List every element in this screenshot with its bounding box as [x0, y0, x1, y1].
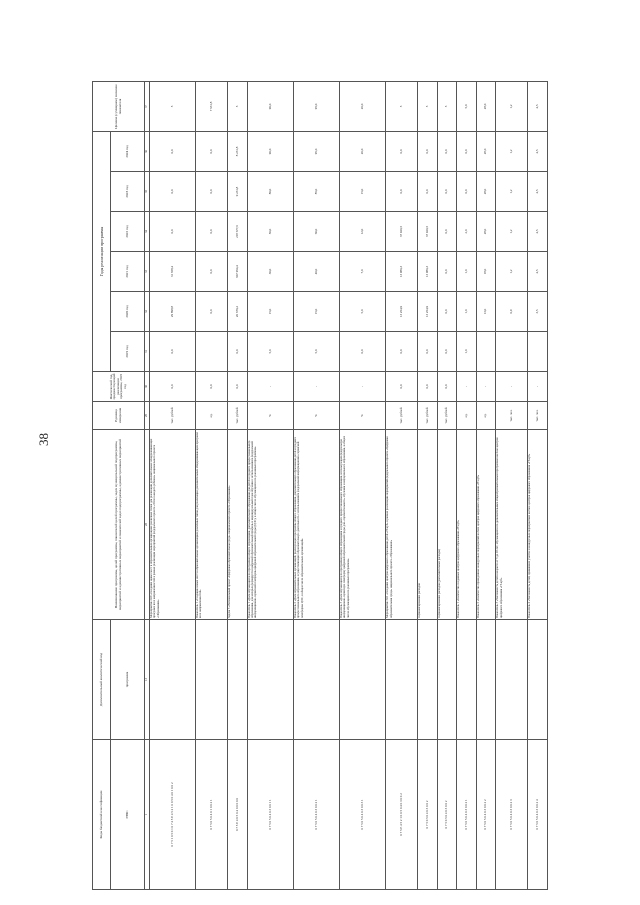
budget-codes-cell: 0 7 5 0 5 0 4 0 3 0 0 2 3	[496, 740, 528, 890]
budget-codes-cell: 0 7 5 0 5 0 4 0 3 0 0 2 2	[476, 740, 495, 890]
row-year-value: 0,0	[196, 212, 228, 252]
index-cell: 37	[145, 81, 150, 131]
row-year-value: 15,0	[340, 172, 386, 212]
row-year-value	[528, 332, 548, 372]
row-unit: %	[340, 402, 386, 430]
budget-codes-cell: 0 7 5 0 5 0 4 0 3 0 0 2 4	[528, 740, 548, 890]
row-year-value: 4,5	[528, 131, 548, 171]
program-table-sheet	[92, 82, 548, 890]
index-cell: 13	[145, 620, 150, 740]
row-year-value: 95,0	[293, 131, 339, 171]
row-year-value: 37 920,5	[386, 212, 418, 252]
analytic-codes-cell	[418, 620, 437, 740]
row-fact: -	[293, 372, 339, 402]
row-year-value: 1,0	[457, 332, 476, 372]
budget-codes-cell: 0 7 5 0 5 0 4 0 3 0 0 3 1	[340, 740, 386, 890]
budget-codes-cell: 0 7 5 1 0 5 0 1 0 7 4 5 E 4 5 2 1 0 0 5 0 4 0 1 0 0 2	[150, 740, 196, 890]
row-unit: ед.	[476, 402, 495, 430]
row-year-value: 2,0	[457, 212, 476, 252]
row-year-value: 0,0	[150, 172, 196, 212]
analytic-codes-cell	[228, 620, 247, 740]
budget-codes-cell: 0 7 5 0 5 0 4 0 3 0 0 1 1	[247, 740, 293, 890]
row-unit: ед.	[457, 402, 476, 430]
table-row	[340, 81, 386, 889]
row-year-value: 90,0	[247, 131, 293, 171]
row-year-value: 0,0	[150, 131, 196, 171]
row-year-value: 13,0	[476, 292, 495, 332]
row-description: Мероприятие 3.01 «Создание центров цифрового образования детей «IT-куб» в рамках реализации мероприятий федерального проекта «Цифровая образовательная среда» национального проекта «Образование»	[386, 430, 418, 620]
row-year-value: 1,2	[496, 212, 528, 252]
row-target: 5	[150, 81, 196, 131]
row-fact: 0,0	[228, 372, 247, 402]
row-year-value: 29 898,8	[150, 292, 196, 332]
row-year-value	[496, 332, 528, 372]
row-year-value: 13 264,9	[418, 292, 437, 332]
header-analytic-sub: программа	[111, 620, 145, 740]
row-year-value: 0,0	[437, 212, 456, 252]
row-year-value: 13 264,9	[386, 292, 418, 332]
row-fact: 0,0	[150, 372, 196, 402]
row-target: 28,0	[476, 81, 495, 131]
row-unit: %	[293, 402, 339, 430]
row-year-value: 0,0	[437, 332, 456, 372]
row-year-value: 0,0	[150, 332, 196, 372]
row-year-value	[476, 332, 495, 372]
header-year-2024: 2024 год	[111, 131, 145, 171]
index-cell: 32	[145, 292, 150, 332]
budget-codes-cell: 0 7 5 0 5 0 4 0 1 0 0 2 1	[196, 740, 228, 890]
row-year-value: 85,0	[293, 172, 339, 212]
index-cell: 31	[145, 332, 150, 372]
row-year-value: 4,5	[528, 252, 548, 292]
index-cell: 28	[145, 430, 150, 620]
table-row	[196, 81, 228, 889]
analytic-codes-cell	[196, 620, 228, 740]
row-year-value: 0,0	[196, 172, 228, 212]
analytic-codes-cell	[437, 620, 456, 740]
row-year-value: 1,2	[496, 131, 528, 171]
header-year-2023: 2023 год	[111, 172, 145, 212]
row-description: Показатель 1 «Создание новых мест в образовательных организациях различных типов для реализации дополнительных общеразвивающих программ всех направленностей»	[196, 430, 228, 620]
row-fact: 0,0	[437, 372, 456, 402]
row-year-value: 9 231,8	[228, 172, 247, 212]
row-fact: -	[340, 372, 386, 402]
row-year-value: 0,0	[457, 172, 476, 212]
row-year-value: 1,2	[496, 172, 528, 212]
table-row	[437, 81, 456, 889]
row-year-value: 60,0	[293, 212, 339, 252]
row-target: 4,5	[528, 81, 548, 131]
row-target: 5	[228, 81, 247, 131]
row-year-value: 3,5	[528, 292, 548, 332]
row-year-value: 0,0	[150, 212, 196, 252]
table-body	[150, 81, 548, 889]
row-target: 7 631,8	[196, 81, 228, 131]
row-year-value: 12,0	[340, 212, 386, 252]
analytic-codes-cell	[457, 620, 476, 740]
row-year-value: 0,0	[437, 292, 456, 332]
row-year-value: 0,9	[496, 292, 528, 332]
row-year-value: 40,0	[293, 252, 339, 292]
row-year-value: 0,0	[340, 332, 386, 372]
row-year-value	[196, 332, 228, 372]
header-year-2022: 2022 год	[111, 212, 145, 252]
row-fact: -	[476, 372, 495, 402]
row-unit: тыс. рублей	[386, 402, 418, 430]
row-unit: тыс. рублей	[150, 402, 196, 430]
budget-codes-cell: 0 7 5 E 4 0 5 0 4 0 0 0 0 0	[228, 740, 247, 890]
row-unit: тыс. рублей	[437, 402, 456, 430]
row-year-value: 218 677,6	[228, 212, 247, 252]
row-year-value: 0,0	[196, 131, 228, 171]
row-description: Задача 3 «Региональный проект «Цифровая образовательная среда» национального проекта «Образование»	[228, 430, 247, 620]
row-description: Показатель 2 «Доля образовательных организаций, реализующих программы общего образования, дополнительного образования детей и среднего профессионального образования, осуществляющих образовательную деятельность с использованием федеральной информационно-сервисной платформы ЦОС, в общем числе образовательных организаций»	[293, 430, 339, 620]
header-budget-codes: Коды бюджетной классификации	[93, 740, 111, 890]
row-year-value: 0,0	[418, 131, 437, 171]
index-cell: 34	[145, 212, 150, 252]
row-fact: 0,0	[418, 372, 437, 402]
row-unit: тыс. чел.	[528, 402, 548, 430]
row-fact: -	[496, 372, 528, 402]
header-year-2020: 2020 год	[111, 292, 145, 332]
row-target: 5	[437, 81, 456, 131]
header-unit: Единица измерения	[93, 402, 145, 430]
row-year-value: 0,0	[196, 292, 228, 332]
row-year-value: 15,0	[293, 292, 339, 332]
row-year-value: 5,0	[293, 332, 339, 372]
budget-codes-cell: 0 7 5 0 5 0 4 0 3 0 0 2	[418, 740, 437, 890]
row-year-value: 30,0	[247, 252, 293, 292]
row-year-value: 4,5	[528, 212, 548, 252]
row-year-value: 8 231,8	[228, 131, 247, 171]
row-year-value: 80,0	[247, 172, 293, 212]
index-cell: 35	[145, 172, 150, 212]
row-year-value: 28,0	[476, 212, 495, 252]
header-name: Наименование программы, целей программы, показателей целей программы, задач муниципальной подпрограммы, мероприятий и административных мероприятий и показателей задач подпрограммы, административных мероприятий	[93, 430, 145, 620]
page-number: 38	[36, 433, 51, 446]
row-year-value: 5,0	[340, 292, 386, 332]
row-unit: ед.	[196, 402, 228, 430]
row-unit: тыс. чел.	[496, 402, 528, 430]
analytic-codes-cell	[247, 620, 293, 740]
row-year-value: 0,0	[418, 332, 437, 372]
row-year-value: 5,0	[247, 332, 293, 372]
row-year-value: 0,0	[418, 172, 437, 212]
row-year-value: 0,0	[386, 332, 418, 372]
analytic-codes-cell	[476, 620, 495, 740]
row-description: Мероприятие 2.09 «Создание новых мест в образовательных организациях различных типов для реализации дополнительных общеразвивающих программ всех направленностей в рамках реализации мероприятий федерального проекта «Успех каждого ребенка» национального проекта «Образование»	[150, 430, 196, 620]
row-year-value: 0,0	[228, 332, 247, 372]
table-row	[247, 81, 293, 889]
row-year-value: 0,0	[437, 131, 456, 171]
row-fact: -	[247, 372, 293, 402]
row-year-value: 31 658,4	[150, 252, 196, 292]
row-description: Показатель 3 «Численность детей в возрасте от 5 до 18 лет, обучающихся по дополнительным общеобразовательным программам на базе центров цифрового образования «IT-куб»	[496, 430, 528, 620]
row-unit: %	[247, 402, 293, 430]
budget-codes-cell: 0 7 5 0 5 0 4 0 3 0 0 2 1	[293, 740, 339, 890]
analytic-codes-cell	[293, 620, 339, 740]
index-cell: 36	[145, 131, 150, 171]
row-target: 5	[386, 81, 418, 131]
row-description: Показатель 1 «Доля обучающихся по программам общего образования, дополнительного образования для детей и среднего профессионального образования, для которых формируется цифровой образовательный профиль и индивидуальный план обучения с использованием федеральной информационно-сервисной платформы цифровой образовательной среды (ЦОС), в общем числе обучающихся по указанным программам»	[247, 430, 293, 620]
row-year-value: 1,0	[457, 252, 476, 292]
table-row	[528, 81, 548, 889]
row-description: Показатель 4 «Численность детей, принявших участие в конкурсных мероприятиях на базе центров цифрового образования «IT-куб»	[528, 430, 548, 620]
row-year-value: 607 954,4	[228, 252, 247, 292]
header-analytic-codes: Дополнительный аналитический код	[93, 620, 111, 740]
row-fact: 0,0	[196, 372, 228, 402]
analytic-codes-cell	[340, 620, 386, 740]
row-year-value: 28,0	[476, 172, 495, 212]
row-fact: 0,0	[386, 372, 418, 402]
row-target: 1,2	[496, 81, 528, 131]
row-year-value: 1,2	[496, 252, 528, 292]
row-target: 95,0	[293, 81, 339, 131]
row-year-value: 1,0	[457, 292, 476, 332]
row-target: 5,0	[457, 81, 476, 131]
row-year-value: 0,0	[386, 131, 418, 171]
header-years-group: Годы реализации программы	[93, 131, 111, 371]
table-row	[496, 81, 528, 889]
row-year-value: 0,0	[196, 252, 228, 292]
analytic-codes-cell	[150, 620, 196, 740]
row-year-value: 7,0	[340, 252, 386, 292]
table-row	[228, 81, 247, 889]
row-year-value: 28,0	[476, 131, 495, 171]
row-year-value: 37 920,5	[418, 212, 437, 252]
index-cell: 30	[145, 372, 150, 402]
table-row	[457, 81, 476, 889]
analytic-codes-cell	[386, 620, 418, 740]
row-year-value: 0,0	[457, 131, 476, 171]
row-year-value: 50,0	[247, 212, 293, 252]
row-description: софинансирование расходов (дополнительные расходы)	[437, 430, 456, 620]
row-year-value: 18,0	[476, 252, 495, 292]
row-description: Показатель 2 «Количество проведенных конкурсных мероприятий на базе центров цифрового образования «IT-куб»	[476, 430, 495, 620]
row-description: софинансирование расходов	[418, 430, 437, 620]
table-row	[293, 81, 339, 889]
index-cell: 1	[145, 740, 150, 890]
header-year-2019: 2019 год	[111, 332, 145, 372]
budget-codes-cell: 0 7 5 0 5 0 4 0 3 0 0 2 1	[457, 740, 476, 890]
table-row	[386, 81, 418, 889]
program-table	[92, 81, 548, 890]
row-target: 20,0	[340, 81, 386, 131]
analytic-codes-cell	[528, 620, 548, 740]
row-target: 5	[418, 81, 437, 131]
row-year-value: 4,5	[528, 172, 548, 212]
row-year-value: 13 980,3	[418, 252, 437, 292]
row-unit: тыс. рублей	[418, 402, 437, 430]
row-fact: -	[528, 372, 548, 402]
row-unit: тыс. рублей	[228, 402, 247, 430]
budget-codes-cell: 0 7 5 E 4 5 2 1 0 0 5 0 4 0 3 0 0 2	[386, 740, 418, 890]
row-year-value: 13 980,3	[386, 252, 418, 292]
row-year-value: 20,0	[340, 131, 386, 171]
header-year-2021: 2021 год	[111, 252, 145, 292]
analytic-codes-cell	[496, 620, 528, 740]
header-target: Целевое (суммарное) значение показателя	[93, 81, 145, 131]
row-year-value: 0,0	[437, 252, 456, 292]
budget-codes-cell: 0 7 5 0 5 0 4 0 3 0 0 2	[437, 740, 456, 890]
header-fact: Фактический год, предшествующий реализации программы, 2018 год	[93, 372, 145, 402]
row-year-value: 0,0	[437, 172, 456, 212]
row-target: 90,0	[247, 81, 293, 131]
row-fact: -	[457, 372, 476, 402]
table-row	[476, 81, 495, 889]
row-description: Показатель 3 «Доля обучающихся по программам общего образования и среднего профессионального образования, использующих федеральную информационно-сервисную платформу цифровой образовательной среды для «горизонтального» обучения и неформального образования, в общем числе обучающихся по указанным программам»	[340, 430, 386, 620]
table-row	[150, 81, 196, 889]
table-row	[418, 81, 437, 889]
row-year-value: 15,0	[247, 292, 293, 332]
header-budget-sub: ГРБС	[111, 740, 145, 890]
row-year-value: 20 679,2	[228, 292, 247, 332]
index-cell: 33	[145, 252, 150, 292]
row-year-value: 0,0	[386, 172, 418, 212]
index-cell: 29	[145, 402, 150, 430]
row-description: Показатель 1 «Количество созданных центров цифрового образования «IT-куб»	[457, 430, 476, 620]
